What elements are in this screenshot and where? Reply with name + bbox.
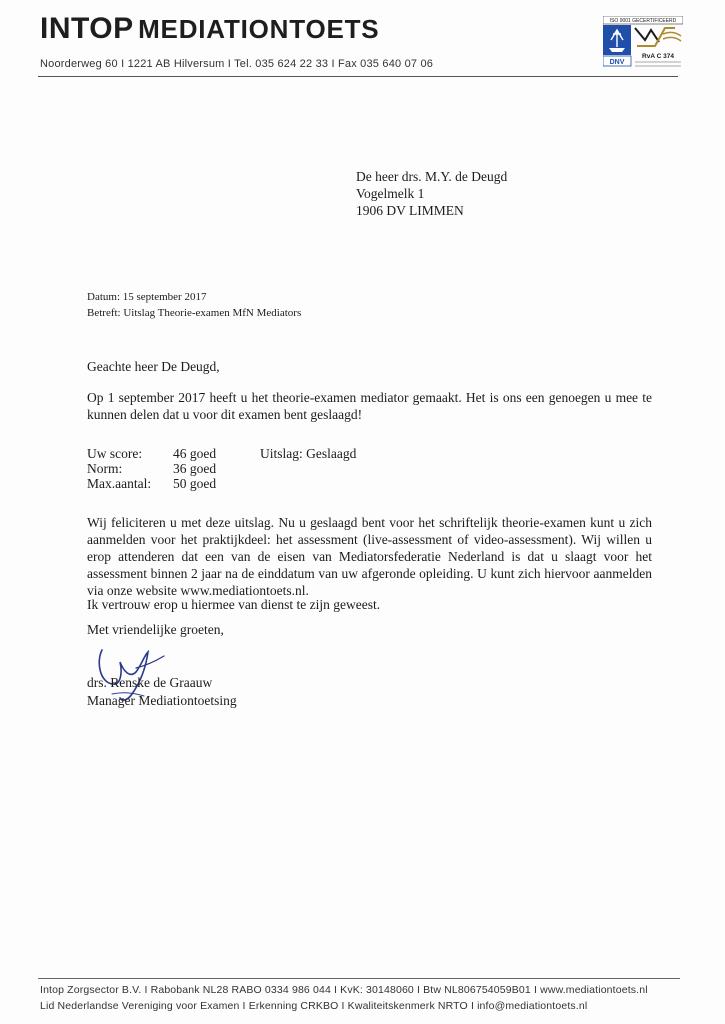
- certification-logo-icon: [603, 16, 683, 74]
- score-label: Uw score:: [87, 446, 143, 461]
- paragraph-congratulations: Wij feliciteren u met deze uitslag. Nu u geslaagd bent voor het schriftelijk theorie-examen kunt u zich aanmelden voor het praktijkdeel: het assessment (live-assessment of video-assessment). Wij willen u erop attenderen dat een van de eisen van Mediatorsfederatie Nederland is dat u slaagt voor het assessment binnen 2 jaar na de einddatum van uw afgeronde opleiding. U kunt zich hiervoor aanmelden via onze website www.mediationtoets.nl.: [87, 515, 652, 598]
- footer-divider: [38, 978, 680, 979]
- paragraph-service: Ik vertrouw erop u hiermee van dienst te zijn geweest.: [87, 597, 381, 612]
- paragraph-intro: Op 1 september 2017 heeft u het theorie-examen mediator gemaakt. Het is ons een genoegen u mee te kunnen delen dat u voor dit examen bent geslaagd!: [87, 390, 652, 422]
- score-value: 50 goed: [173, 476, 217, 491]
- signatory-name: drs. Renske de Graauw: [87, 675, 213, 690]
- company-name-part2: MEDIATIONTOETS: [138, 14, 380, 44]
- header-divider: [38, 76, 678, 77]
- certification-logo: [603, 16, 683, 74]
- company-contact-line: Noorderweg 60 I 1221 AB Hilversum I Tel. 035 624 22 33 I Fax 035 640 07 06: [40, 58, 434, 70]
- letter-meta: [87, 289, 301, 321]
- dnv-label: DNV: [609, 59, 625, 66]
- recipient-street: Vogelmelk 1: [356, 186, 425, 201]
- footer-line-1: Intop Zorgsector B.V. I Rabobank NL28 RABO 0334 986 044 I KvK: 30148060 I Btw NL806754059B01 I www.mediationtoets.nl: [40, 984, 648, 996]
- score-value: 46 goed: [173, 446, 217, 461]
- rva-label: RvA C 374: [642, 53, 674, 60]
- score-value: 36 goed: [173, 461, 217, 476]
- footer-line-2: Lid Nederlandse Vereniging voor Examen I Erkenning CRKBO I Kwaliteitskenmerk NRTO I info@mediationtoets.nl: [40, 1000, 588, 1012]
- salutation: Geachte heer De Deugd,: [87, 359, 220, 374]
- signatory: [87, 674, 237, 710]
- score-label: Max.aantal:: [87, 476, 152, 491]
- iso-label: ISO 9001 GECERTIFICEERD: [609, 18, 677, 24]
- recipient-city: 1906 DV LIMMEN: [356, 203, 464, 218]
- letter-subject: Betreft: Uitslag Theorie-examen MfN Mediators: [87, 307, 302, 319]
- recipient-name: De heer drs. M.Y. de Deugd: [356, 169, 508, 184]
- exam-result: Uitslag: Geslaagd: [260, 446, 357, 461]
- footer: [40, 982, 648, 1014]
- company-name: [40, 14, 379, 44]
- score-label: Norm:: [87, 461, 123, 476]
- letter-date: Datum: 15 september 2017: [87, 291, 207, 303]
- signatory-title: Manager Mediationtoetsing: [87, 693, 237, 708]
- closing-greeting: Met vriendelijke groeten,: [87, 622, 224, 637]
- recipient-address: [356, 168, 507, 219]
- company-name-part1: INTOP: [40, 12, 134, 45]
